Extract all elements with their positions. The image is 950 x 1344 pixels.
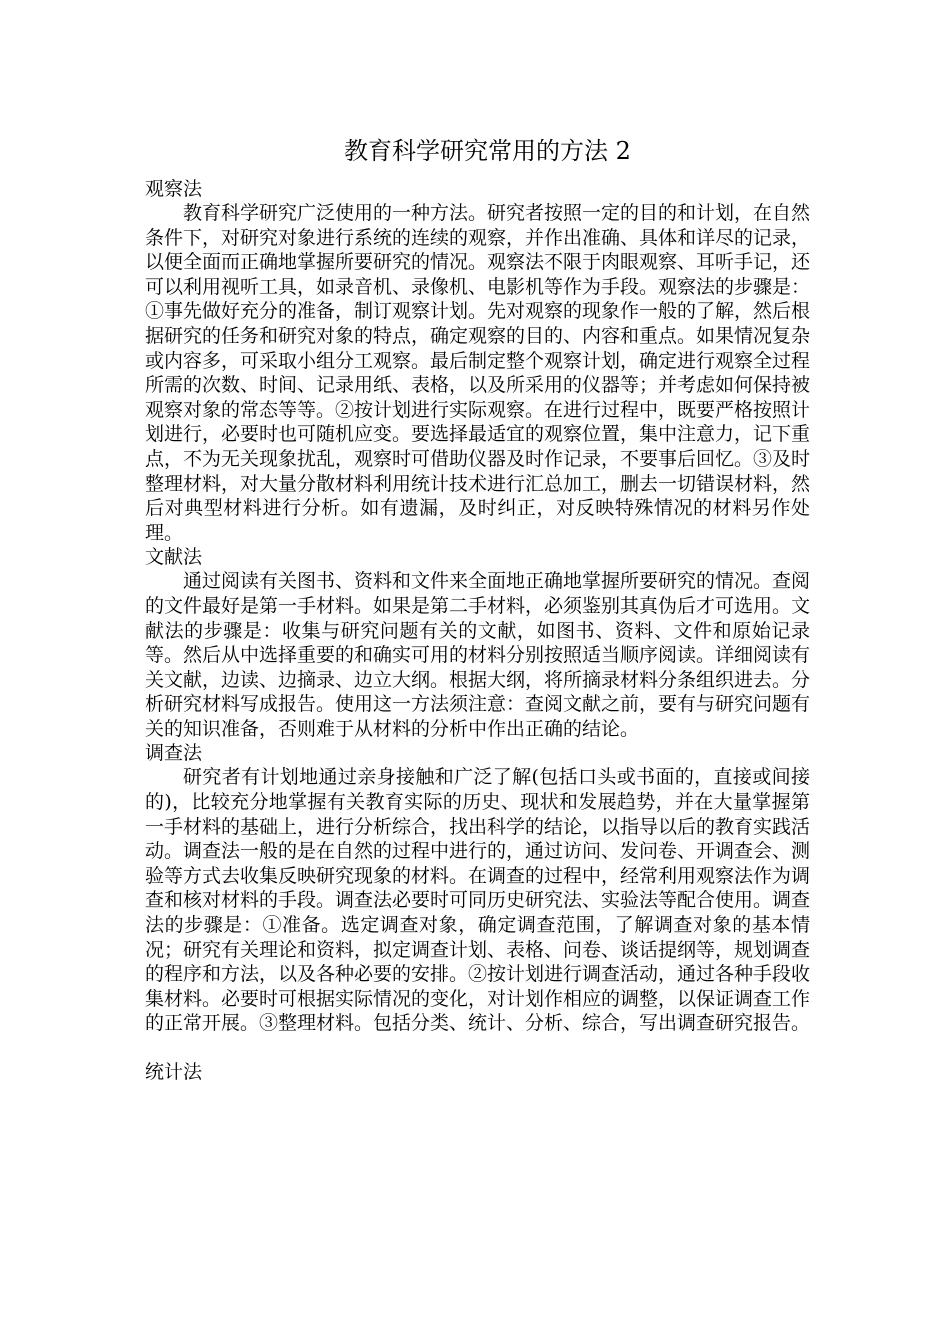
section-heading-statistics: 统计法: [145, 1061, 203, 1083]
section-body-literature: 通过阅读有关图书、资料和文件来全面地正确地掌握所要研究的情况。查阅的文件最好是第一手材料。如果是第二手材料，必须鉴别其真伪后才可选用。文献法的步骤是：收集与研究问题有关的文献，如图书、资料、文件和原始记录等。然后从中选择重要的和确实可用的材料分别按照适当顺序阅读。详细阅读有关文献，边读、边摘录、边立大纲。根据大纲，将所摘录材料分条组织进去。分析研究材料写成报告。使用这一方法须注意：查阅文献之前，要有与研究问题有关的知识准备，否则难于从材料的分析中作出正确的结论。: [145, 570, 811, 740]
paragraph-gap: [145, 1036, 810, 1060]
section-heading-survey: 调查法: [145, 742, 203, 765]
document-title: 教育科学研究常用的方法 2: [344, 137, 631, 165]
section-body-observation: 教育科学研究广泛使用的一种方法。研究者按照一定的目的和计划，在自然条件下，对研究对象进行系统的连续的观察，并作出准确、具体和详尽的记录，以便全面而正确地掌握所要研究的情况。观察法不限于肉眼观察、耳听手记，还可以利用视听工具，如录音机、录像机、电影机等作为手段。观察法的步骤是：①事先做好充分的准备，制订观察计划。先对观察的现象作一般的了解，然后根据研究的任务和研究对象的特点，确定观察的目的、内容和重点。如果情况复杂或内容多，可采取小组分工观察。最后制定整个观察计划，确定进行观察全过程所需的次数、时间、记录用纸、表格，以及所采用的仪器等；并考虑如何保持被观察对象的常态等等。②按计划进行实际观察。在进行过程中，既要严格按照计划进行，必要时也可随机应变。要选择最适宜的观察位置，集中注意力，记下重点，不为无关现象扰乱，观察时可借助仪器及时作记录，不要事后回忆。③及时整理材料，对大量分散材料利用统计技术进行汇总加工，删去一切错误材料，然后对典型材料进行分析。如有遗漏，及时纠正，对反映特殊情况的材料另作处理。: [145, 202, 811, 544]
section-heading-literature: 文献法: [145, 546, 203, 569]
section-body-survey: 研究者有计划地通过亲身接触和广泛了解(包括口头或书面的，直接或间接的)，比较充分地掌握有关教育实际的历史、现状和发展趋势，并在大量掌握第一手材料的基础上，进行分析综合，找出科学的结论，以指导以后的教育实践活动。调查法一般的是在自然的过程中进行的，通过访问、发问卷、开调查会、测验等方式去收集反映研究现象的材料。在调查的过程中，经常利用观察法作为调查和核对材料的手段。调查法必要时可同历史研究法、实验法等配合使用。调查法的步骤是：①准备。选定调查对象，确定调查范围，了解调查对象的基本情况；研究有关理论和资料，拟定调查计划、表格、问卷、谈话提纲等，规划调查的程序和方法，以及各种必要的安排。②按计划进行调查活动，通过各种手段收集材料。必要时可根据实际情况的变化，对计划作相应的调整，以保证调查工作的正常开展。③整理材料。包括分类、统计、分析、综合，写出调查研究报告。: [145, 766, 811, 1035]
section-heading-observation: 观察法: [145, 178, 203, 200]
document-body: [145, 135, 810, 1084]
